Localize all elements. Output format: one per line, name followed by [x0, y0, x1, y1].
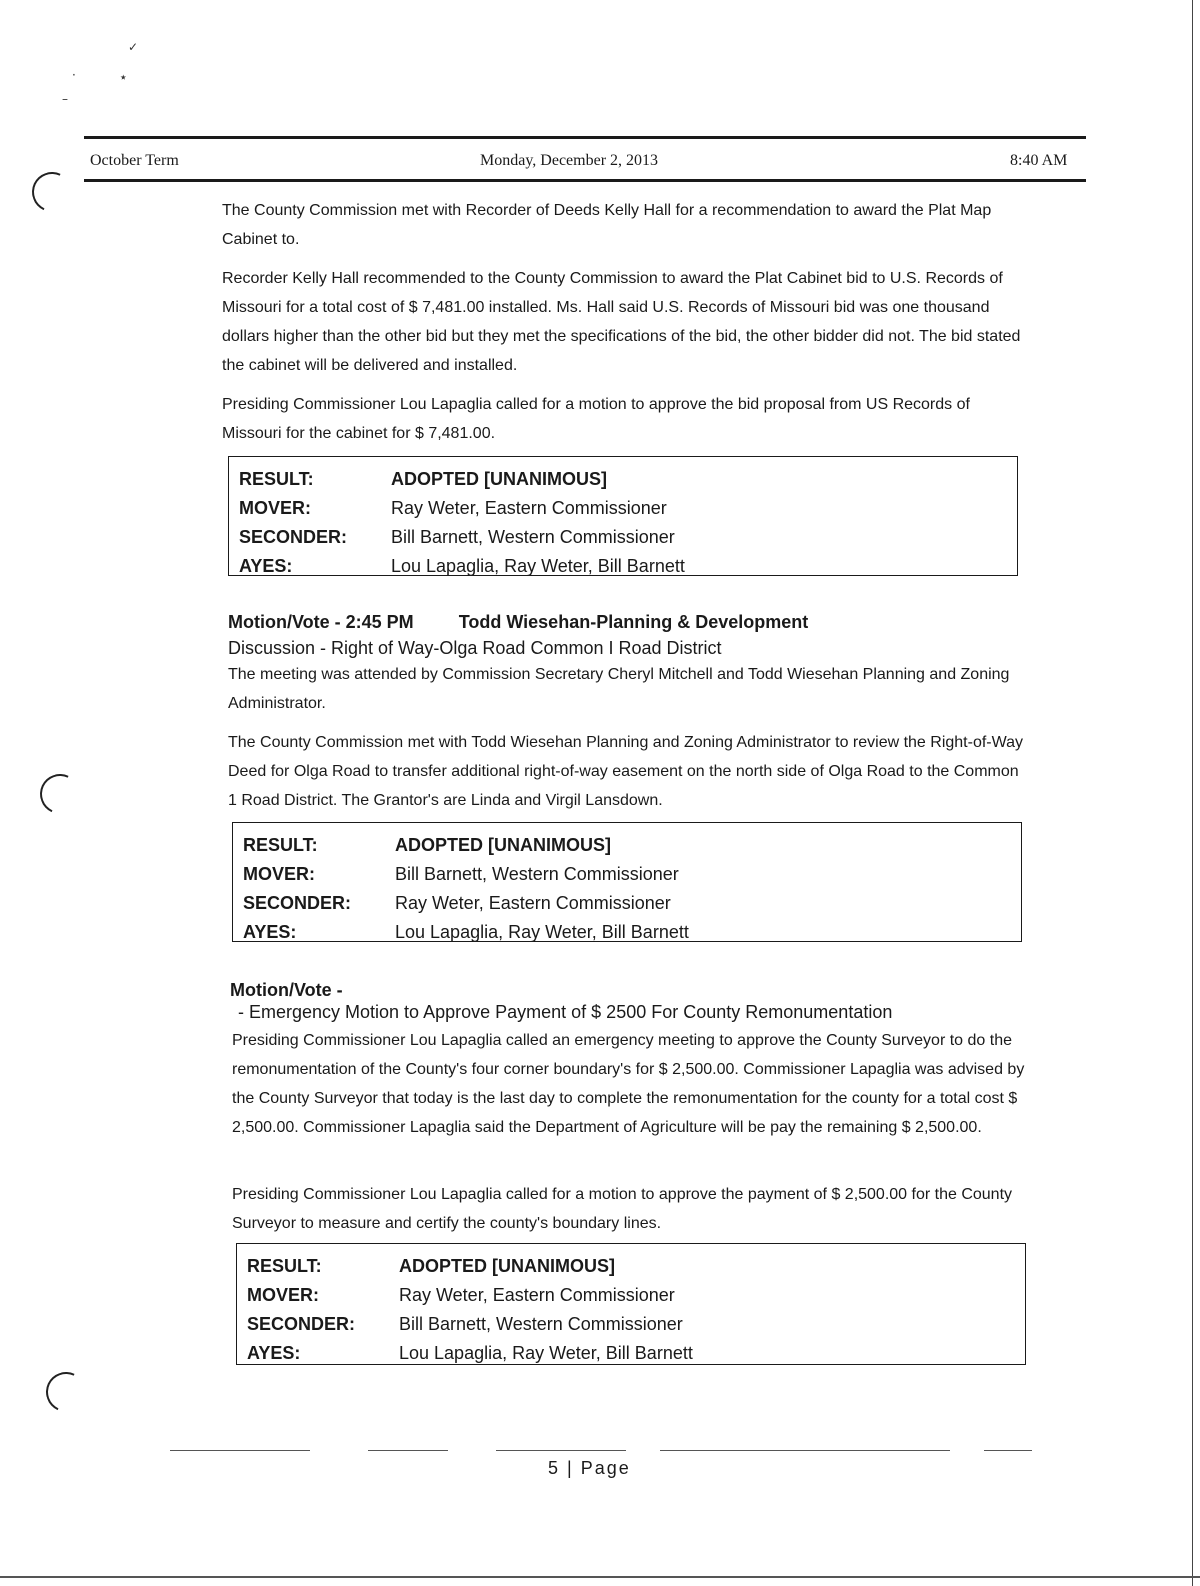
mover-label: MOVER: [247, 1285, 319, 1305]
result-label: RESULT: [243, 835, 318, 855]
ayes-value: Lou Lapaglia, Ray Weter, Bill Barnett [395, 922, 689, 942]
ayes-value: Lou Lapaglia, Ray Weter, Bill Barnett [391, 556, 685, 576]
scan-speck: ✓ [128, 40, 139, 54]
motion-heading [230, 980, 343, 1001]
page-number: 5 | Page [548, 1458, 631, 1478]
motion-result-box [228, 456, 1018, 576]
paragraph: Presiding Commissioner Lou Lapaglia called an emergency meeting to approve the County Surveyor to do the remonumentation of the County's four corner boundary's for $ 2,500.00. Commissioner Lapaglia was advised by the County Surveyor that today is the last day to complete the remonumentation for the county for a total cost $ 2,500.00. Commissioner Lapaglia said the Department of Agriculture will be pay the remaining $ 2,500.00. [232, 1032, 1025, 1136]
seconder-value: Ray Weter, Eastern Commissioner [395, 893, 671, 913]
ayes-row [239, 552, 1017, 581]
scan-edge [1192, 0, 1193, 1586]
result-value: ADOPTED [UNANIMOUS] [399, 1256, 615, 1276]
result-row [243, 831, 1021, 860]
ayes-label: AYES: [247, 1343, 301, 1363]
result-row [239, 465, 1017, 494]
seconder-row [243, 889, 1021, 918]
seconder-row [247, 1310, 1025, 1339]
scan-speck: · [72, 68, 76, 82]
scan-bottom-edge [0, 1576, 1200, 1578]
ayes-label: AYES: [239, 556, 293, 576]
scan-speck: – [62, 92, 68, 106]
result-value: ADOPTED [UNANIMOUS] [391, 469, 607, 489]
scan-speck: ٭ [120, 70, 127, 84]
mover-value: Ray Weter, Eastern Commissioner [391, 498, 667, 518]
emergency-subheading: - Emergency Motion to Approve Payment of $ 2500 For County Remonumentation [238, 1002, 893, 1022]
paragraph: Presiding Commissioner Lou Lapaglia called for a motion to approve the payment of $ 2,500.00 for the County Surveyor to measure and certify the county's boundary lines. [232, 1186, 1013, 1232]
mover-row [243, 860, 1021, 889]
seconder-label: SECONDER: [239, 527, 348, 547]
motion-heading-label: Motion/Vote - [230, 980, 343, 1000]
motion-heading [228, 612, 808, 633]
seconder-row [239, 523, 1017, 552]
punch-hole-icon [26, 166, 77, 217]
result-label: RESULT: [247, 1256, 322, 1276]
meeting-date: Monday, December 2, 2013 [480, 152, 659, 169]
paragraph: The meeting was attended by Commission Secretary Cheryl Mitchell and Todd Wiesehan Planning and Zoning Administrator. [228, 666, 1010, 712]
mover-label: MOVER: [239, 498, 311, 518]
footer-rule [170, 1450, 310, 1451]
mover-row [247, 1281, 1025, 1310]
punch-hole-icon [34, 768, 85, 819]
paragraph: The County Commission met with Todd Wiesehan Planning and Zoning Administrator to review the Right-of-Way Deed for Olga Road to transfer additional right-of-way easement on the north side of Olga Road to the Common 1 Road District. The Grantor's are Linda and Virgil Lansdown. [228, 734, 1024, 809]
ayes-label: AYES: [243, 922, 297, 942]
seconder-value: Bill Barnett, Western Commissioner [399, 1314, 683, 1334]
paragraph: The County Commission met with Recorder of Deeds Kelly Hall for a recommendation to award the Plat Map Cabinet to. [222, 202, 992, 248]
mover-label: MOVER: [243, 864, 315, 884]
punch-hole-icon [40, 1366, 91, 1417]
footer-rule [368, 1450, 448, 1451]
discussion-line: Discussion - Right of Way-Olga Road Common I Road District [228, 638, 722, 658]
motion-heading-topic: Todd Wiesehan-Planning & Development [458, 612, 809, 632]
footer-rule [984, 1450, 1032, 1451]
footer-rule [660, 1450, 950, 1451]
header-rule-bottom [84, 179, 1086, 182]
motion-result-box [232, 822, 1022, 942]
result-row [247, 1252, 1025, 1281]
motion-heading-time: Motion/Vote - 2:45 PM [228, 612, 414, 632]
mover-row [239, 494, 1017, 523]
seconder-label: SECONDER: [247, 1314, 356, 1334]
meeting-time: 8:40 AM [1010, 152, 1068, 169]
ayes-row [243, 918, 1021, 947]
motion-result-box [236, 1243, 1026, 1365]
seconder-value: Bill Barnett, Western Commissioner [391, 527, 675, 547]
term-label: October Term [90, 152, 179, 169]
footer-rule [496, 1450, 626, 1451]
mover-value: Bill Barnett, Western Commissioner [395, 864, 679, 884]
paragraph: Presiding Commissioner Lou Lapaglia called for a motion to approve the bid proposal from US Records of Missouri for the cabinet for $ 7,481.00. [222, 396, 970, 442]
header-rule-top [84, 136, 1086, 139]
ayes-value: Lou Lapaglia, Ray Weter, Bill Barnett [399, 1343, 693, 1363]
mover-value: Ray Weter, Eastern Commissioner [399, 1285, 675, 1305]
paragraph: Recorder Kelly Hall recommended to the County Commission to award the Plat Cabinet bid to U.S. Records of Missouri for a total cost of $ 7,481.00 installed. Ms. Hall said U.S. Records of Missouri bid was one thousand dollars higher than the other bid but they met the specifications of the bid, the other bidder did not. The bid stated the cabinet will be delivered and installed. [222, 270, 1021, 374]
result-value: ADOPTED [UNANIMOUS] [395, 835, 611, 855]
seconder-label: SECONDER: [243, 893, 352, 913]
result-label: RESULT: [239, 469, 314, 489]
ayes-row [247, 1339, 1025, 1368]
